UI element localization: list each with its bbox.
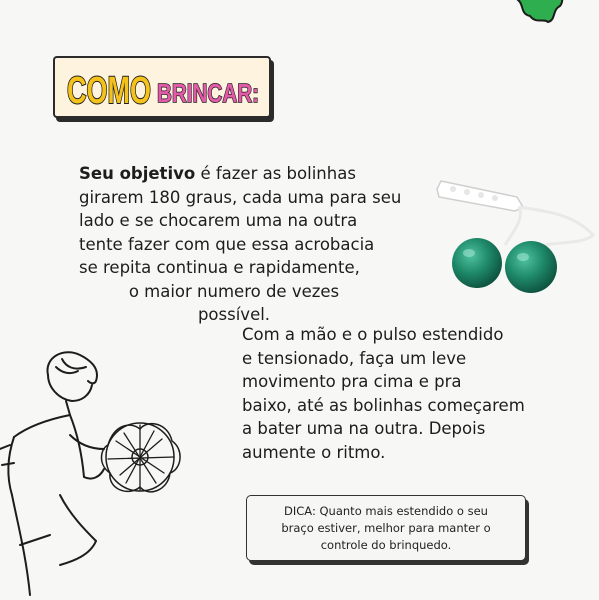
clackers-toy-icon [433, 175, 599, 305]
tip-box [246, 495, 526, 561]
person-playing-icon [0, 345, 200, 600]
objective-paragraph [79, 162, 419, 327]
technique-line: movimento pra cima e pra [242, 372, 462, 391]
objective-line: tente fazer com que essa acrobacia [79, 234, 375, 254]
tip-line: DICA: Quanto mais estendido o seu [284, 504, 488, 518]
objective-line: o maior numero de vezes [128, 281, 340, 301]
tip-line: controle do brinquedo. [320, 538, 452, 552]
title-word-como: COMO [67, 70, 151, 112]
objective-lead: Seu objetivo [79, 164, 196, 183]
green-splat-icon [512, 0, 564, 26]
objective-line: girarem 180 graus, cada uma para seu [79, 187, 402, 207]
objective-line: possível. [197, 305, 271, 324]
technique-line: Com a mão e o pulso estendido [242, 325, 504, 344]
title-banner [53, 56, 271, 118]
objective-line: lado e se chocarem uma na outra [79, 211, 358, 230]
objective-line: é fazer as bolinhas [195, 164, 356, 183]
tip-line: braço estiver, melhor para manter o [281, 521, 491, 535]
objective-line: se repita continua e rapidamente, [79, 258, 360, 277]
technique-line: a bater uma na outra. Depois [242, 419, 486, 438]
technique-line: aumente o ritmo. [242, 442, 386, 462]
title-word-brincar: BRINCAR: [157, 78, 259, 108]
technique-paragraph [242, 323, 562, 464]
technique-line: baixo, até as bolinhas começarem [242, 395, 525, 415]
technique-line: e tensionado, faça um leve [242, 348, 467, 368]
